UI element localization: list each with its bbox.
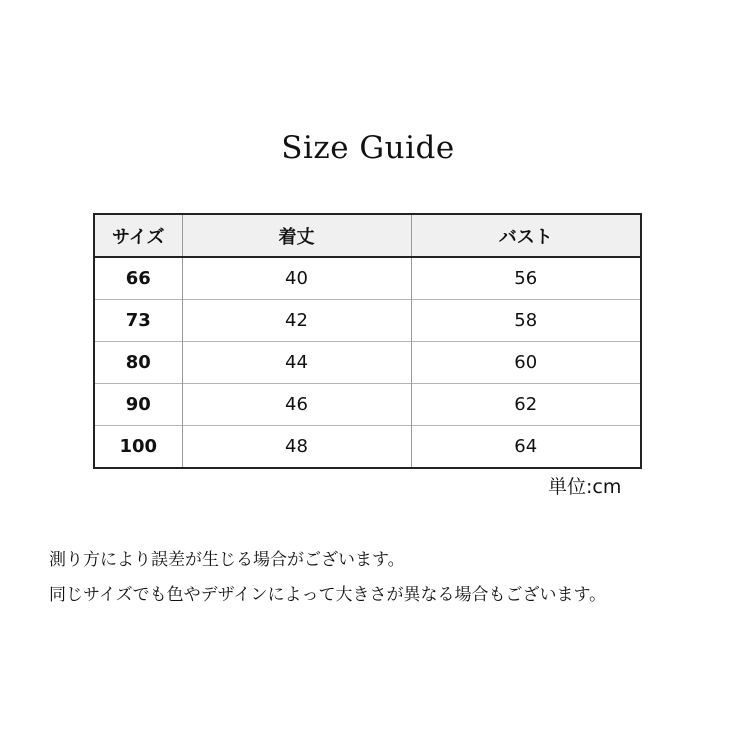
bust-cell: 60 xyxy=(411,342,641,384)
size-cell: 80 xyxy=(94,342,182,384)
length-cell: 44 xyxy=(182,342,411,384)
header-size: サイズ xyxy=(94,214,182,257)
table-row xyxy=(94,257,641,300)
length-cell: 48 xyxy=(182,426,411,469)
header-length: 着丈 xyxy=(182,214,411,257)
notes xyxy=(49,543,606,613)
header-bust: バスト xyxy=(411,214,641,257)
size-cell: 90 xyxy=(94,384,182,426)
table-row xyxy=(94,384,641,426)
size-table xyxy=(93,213,642,469)
bust-cell: 62 xyxy=(411,384,641,426)
table-header-row xyxy=(94,214,641,257)
bust-cell: 64 xyxy=(411,426,641,469)
length-cell: 42 xyxy=(182,300,411,342)
table-row xyxy=(94,426,641,469)
size-cell: 100 xyxy=(94,426,182,469)
note-size-variance: 同じサイズでも色やデザインによって大きさが異なる場合もございます。 xyxy=(49,585,607,605)
size-cell: 66 xyxy=(94,257,182,300)
length-cell: 46 xyxy=(182,384,411,426)
bust-cell: 56 xyxy=(411,257,641,300)
table-row xyxy=(94,342,641,384)
length-cell: 40 xyxy=(182,257,411,300)
note-measurement-error: 測り方により誤差が生じる場合がございます。 xyxy=(49,550,405,570)
table-row xyxy=(94,300,641,342)
size-cell: 73 xyxy=(94,300,182,342)
page-title: Size Guide xyxy=(281,130,455,166)
bust-cell: 58 xyxy=(411,300,641,342)
unit-label: 単位:cm xyxy=(548,476,622,498)
